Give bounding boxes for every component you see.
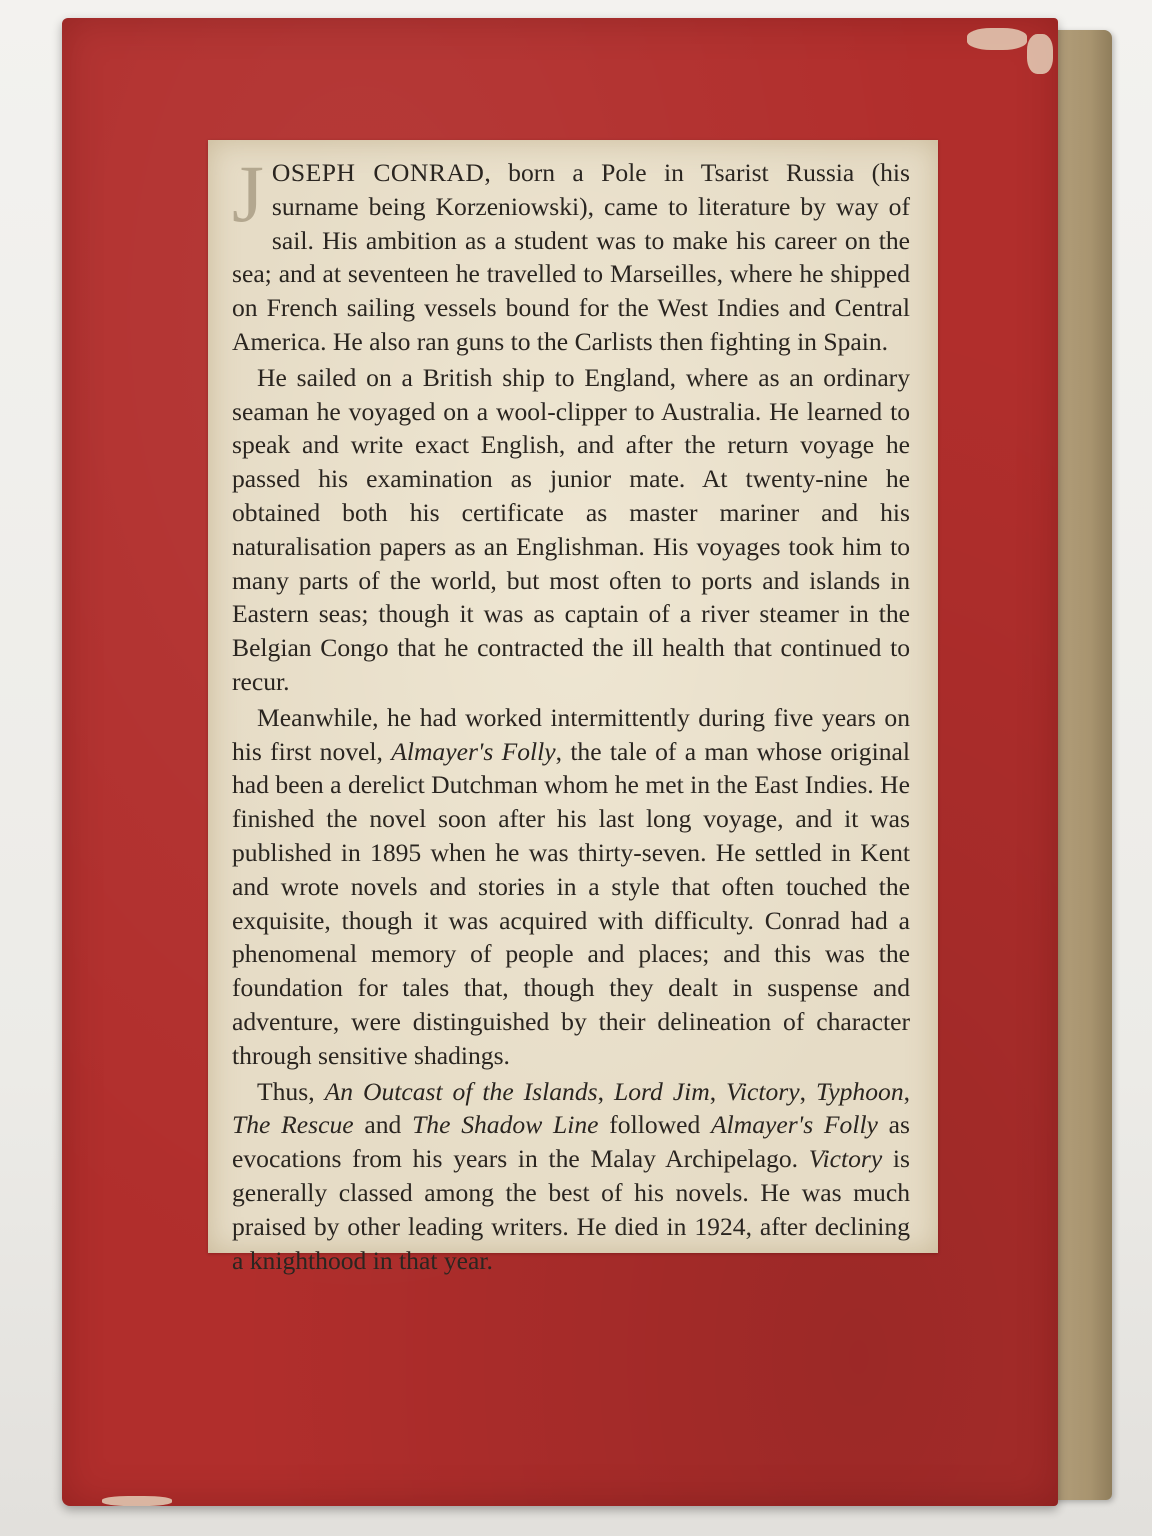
book-title: Almayer's Folly [391, 736, 556, 766]
book-title: Lord Jim [613, 1076, 710, 1106]
paragraph-4-text: is generally classed among the best of his novels. He was much praised by other leading writers. He died in 1924, after declining a knighthood in that year. [232, 1144, 910, 1275]
book-title: Victory [726, 1076, 800, 1106]
drop-cap: J [232, 148, 264, 239]
book-title: Almayer's Folly [711, 1110, 878, 1140]
paragraph-4-text: , [903, 1076, 911, 1106]
paragraph-1-text: , born a Pole in Tsarist Russia (his surname being Korzeniowski), came to literature by way of sail. His ambition as a student was to make his career on the sea; and at seventeen he travelled to Marseilles, where he shipped on French sailing vessels bound for the West Indies and Central America. He also ran guns to the Carlists then fighting in Spain. [232, 158, 910, 356]
paragraph-4-text: as evocations from his years in the Malay Archipelago. [232, 1110, 910, 1174]
biography-text [232, 148, 911, 1279]
paragraph-4-text: and [353, 1110, 413, 1140]
paragraph-4-text: , [709, 1076, 727, 1106]
biography-label [208, 140, 938, 1275]
worn-edge [967, 28, 1027, 50]
book-title: The Shadow Line [412, 1110, 599, 1140]
paragraph-3-text: , the tale of a man whose original had been a derelict Dutchman whom he met in the East Indies. He finished the novel soon after his last long voyage, and it was published in 1895 when he was thirty-seven. He settled in Kent and wrote novels and stories in a style that often touched the exquisite, though it was acquired with difficulty. Conrad had a phenomenal memory of people and places; and this was the foundation for tales that, though they dealt in suspense and adventure, were distinguished by their delineation of character through sensitive shadings. [232, 736, 910, 1070]
paragraph-4-text: , [799, 1076, 816, 1106]
book-title: Victory [808, 1144, 883, 1174]
paragraph-4 [232, 1075, 910, 1278]
worn-edge [102, 1496, 172, 1506]
paragraph-3 [232, 701, 910, 1073]
paragraph-4-text: followed [598, 1110, 712, 1140]
worn-edge [1027, 34, 1053, 74]
paragraph-4-text: Thus, [257, 1076, 325, 1106]
book-title: Typhoon [815, 1076, 904, 1106]
paragraph-2: He sailed on a British ship to England, where as an ordinary seaman he voyaged on a wool-clipper to Australia. He learned to speak and write exact English, and after the return voyage he passed his examination as junior mate. At twenty-nine he obtained both his certificate as master mariner and his naturalisation papers as an Englishman. His voyages took him to many parts of the world, but most often to ports and islands in Eastern seas; though it was as captain of a river steamer in the Belgian Congo that he contracted the ill health that continued to recur. [232, 362, 910, 696]
author-name: OSEPH CONRAD [271, 158, 485, 187]
paragraph-4-text: , [597, 1076, 614, 1106]
paragraph-1 [232, 148, 910, 359]
book-title: An Outcast of the Islands [324, 1076, 598, 1106]
paragraph-3-text: Meanwhile, he had worked intermittently during five years on his first novel, [232, 702, 910, 766]
book-title: The Rescue [232, 1110, 354, 1140]
